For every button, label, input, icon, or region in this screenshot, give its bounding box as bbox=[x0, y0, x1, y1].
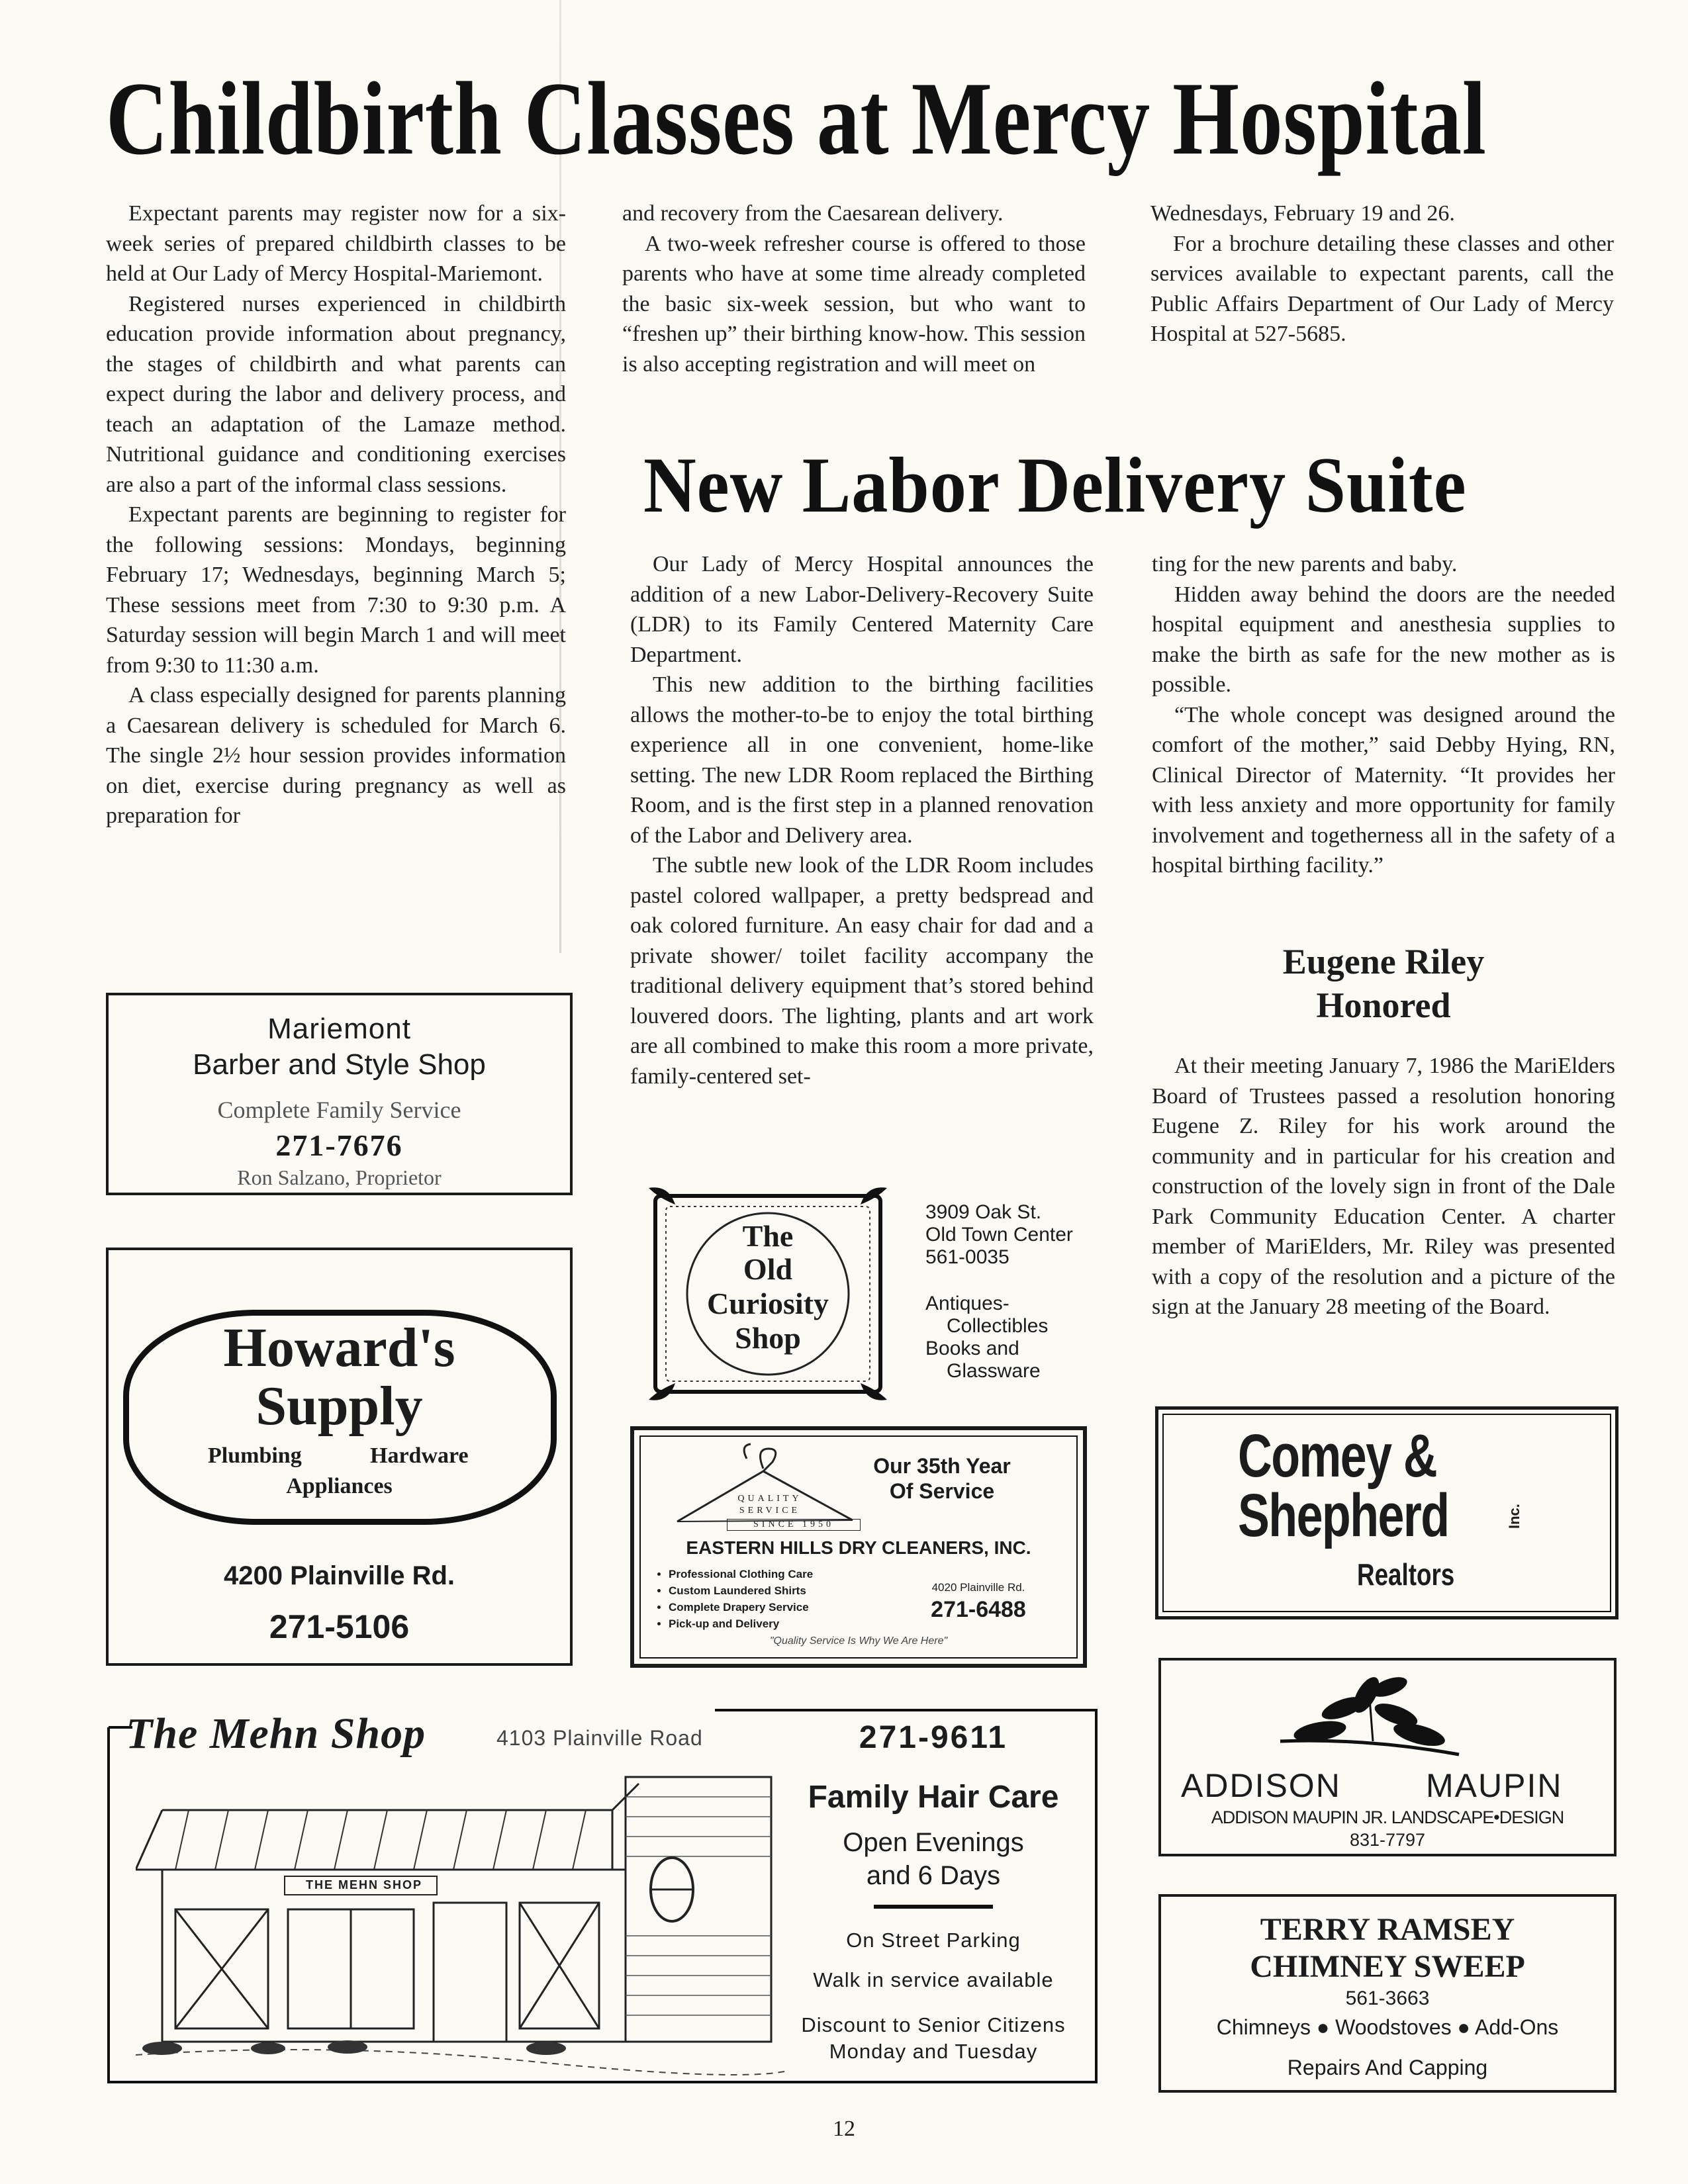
riley-headline bbox=[1152, 940, 1615, 1027]
barber-service: Complete Family Service bbox=[217, 1097, 461, 1123]
barber-name-line1: Mariemont bbox=[267, 1013, 411, 1045]
ramsey-services: Chimneys ● Woodstoves ● Add-Ons bbox=[1216, 2015, 1559, 2039]
addison-name-left: ADDISON bbox=[1181, 1767, 1341, 1804]
curiosity-logo-line2: Old bbox=[743, 1252, 793, 1286]
barber-owner: Ron Salzano, Proprietor bbox=[237, 1165, 442, 1189]
howards-cat-appliances: Appliances bbox=[286, 1474, 393, 1498]
eastern-phone: 271-6488 bbox=[931, 1597, 1026, 1622]
addison-phone: 831-7797 bbox=[1349, 1830, 1426, 1850]
ad-mariemont-barber bbox=[106, 993, 573, 1195]
mehn-parking: On Street Parking bbox=[846, 1929, 1021, 1952]
curiosity-address-block bbox=[925, 1201, 1073, 1269]
curiosity-phone: 561-0035 bbox=[925, 1246, 1009, 1268]
ramsey-phone: 561-3663 bbox=[1345, 1987, 1430, 2009]
curiosity-item: Collectibles bbox=[947, 1315, 1049, 1337]
curiosity-item: Books and bbox=[925, 1338, 1019, 1359]
paragraph: The subtle new look of the LDR Room includes pastel colored wallpaper, a pretty bedspread and oak colored furniture. An easy chair for dad and a private shower/ toilet facility accompany the traditional delivery equipment that’s stored behind louvered doors. The lighting, plants and art work are all combined to make this room a more private, family-centered set- bbox=[630, 853, 1094, 1089]
howards-name-line1: Howard's bbox=[223, 1317, 455, 1379]
comey-name-line1: Comey & bbox=[1238, 1422, 1437, 1490]
paragraph: Registered nurses experienced in childbirth education provide information about pregnancy, the stages of childbirth and what parents can expect during the labor and delivery process, and teach an adaptation of the Lamaze method. Nutritional guidance and conditioning exercises are also a part of the informal class sessions. bbox=[106, 291, 566, 497]
leaf-branch-icon bbox=[1260, 1668, 1479, 1774]
ad-terry-ramsey bbox=[1158, 1894, 1617, 2093]
howards-cat-plumbing: Plumbing bbox=[208, 1443, 302, 1468]
headline-childbirth-classes: Childbirth Classes at Mercy Hospital bbox=[106, 61, 1487, 177]
ad-comey-shepherd bbox=[1155, 1406, 1618, 1619]
ad-eastern-hills-dry-cleaners bbox=[630, 1426, 1087, 1668]
paragraph: Hidden away behind the doors are the needed hospital equipment and anesthesia supplies to make the birth as safe for the new mother as is possible. bbox=[1152, 582, 1615, 697]
curiosity-address: 3909 Oak St. bbox=[925, 1201, 1042, 1223]
barber-phone: 271-7676 bbox=[275, 1128, 403, 1162]
eastern-year-line1: Our 35th Year bbox=[873, 1454, 1011, 1478]
eastern-service: • Complete Drapery Service bbox=[669, 1599, 813, 1615]
eastern-emblem-line2: SERVICE bbox=[739, 1506, 801, 1516]
paragraph: Expectant parents are beginning to register for the following sessions: Mondays, beginning February 17; Wednesdays, beginning March 5; These sessions meet from 7:30 to 9:30 p.m. A Saturday session will begin March 1 and will meet from 9:30 to 11:30 a.m. bbox=[106, 502, 566, 678]
eastern-service: • Professional Clothing Care bbox=[669, 1566, 813, 1582]
curiosity-center: Old Town Center bbox=[925, 1224, 1073, 1246]
comey-inc: Inc. bbox=[1506, 1504, 1523, 1529]
ad-old-curiosity-shop bbox=[635, 1181, 1079, 1406]
addison-subtitle: ADDISON MAUPIN JR. LANDSCAPE•DESIGN bbox=[1211, 1807, 1564, 1827]
childbirth-column-2 bbox=[622, 199, 1086, 379]
curiosity-item: Glassware bbox=[947, 1360, 1041, 1382]
eastern-service: • Pick-up and Delivery bbox=[669, 1615, 813, 1632]
mehn-discount-line2: Monday and Tuesday bbox=[829, 2040, 1038, 2063]
howards-address: 4200 Plainville Rd. bbox=[223, 1561, 455, 1590]
eastern-services-list bbox=[657, 1566, 813, 1632]
mehn-address: 4103 Plainville Road bbox=[496, 1726, 703, 1750]
ramsey-extra: Repairs And Capping bbox=[1287, 2056, 1488, 2079]
mehn-phone: 271-9611 bbox=[859, 1720, 1008, 1755]
ad-howards-supply bbox=[106, 1248, 573, 1666]
paragraph: A class especially designed for parents planning a Caesarean delivery is scheduled for March 6. The single 2½ hour session provides information on diet, exercise during pregnancy as well as preparation for bbox=[106, 683, 566, 828]
shop-building-illustration bbox=[136, 1770, 791, 2081]
eastern-emblem-line3: SINCE 1950 bbox=[727, 1519, 861, 1531]
curiosity-logo-line1: The bbox=[742, 1219, 794, 1253]
curiosity-item: Antiques- bbox=[925, 1293, 1009, 1314]
headline-new-labor-delivery-suite: New Labor Delivery Suite bbox=[643, 441, 1467, 529]
mehn-service: Family Hair Care bbox=[808, 1780, 1059, 1815]
paragraph: and recovery from the Caesarean delivery. bbox=[622, 201, 1004, 226]
curiosity-items-block bbox=[925, 1293, 1048, 1383]
riley-headline-line2: Honored bbox=[1316, 985, 1451, 1025]
riley-headline-line1: Eugene Riley bbox=[1282, 942, 1485, 981]
paragraph: A two-week refresher course is offered to those parents who have at some time already completed the basic six-week session, but who want to “freshen up” their birthing know-how. This session is also accepting registration and will meet on bbox=[622, 231, 1086, 377]
mehn-divider bbox=[874, 1905, 993, 1909]
page-number: 12 bbox=[833, 2116, 855, 2141]
ldr-column-2 bbox=[1152, 549, 1615, 881]
paragraph: Wednesdays, February 19 and 26. bbox=[1150, 201, 1455, 226]
eastern-year-line2: Of Service bbox=[889, 1479, 995, 1503]
mehn-name: The Mehn Shop bbox=[126, 1709, 426, 1758]
paragraph: ting for the new parents and baby. bbox=[1152, 552, 1458, 576]
barber-name-line2: Barber and Style Shop bbox=[193, 1048, 486, 1081]
childbirth-column-1 bbox=[106, 199, 566, 831]
riley-body bbox=[1152, 1051, 1615, 1322]
addison-name-right: MAUPIN bbox=[1426, 1767, 1563, 1804]
eastern-name: EASTERN HILLS DRY CLEANERS, INC. bbox=[686, 1537, 1031, 1558]
paragraph: “The whole concept was designed around the comfort of the mother,” said Debby Hying, RN, Clinical Director of Maternity. “It provides her with less anxiety and more opportunity for family involvement and togetherness all in the safety of a hospital birthing facility.” bbox=[1152, 702, 1615, 878]
mehn-hours-line1: Open Evenings bbox=[843, 1828, 1024, 1857]
paragraph: Our Lady of Mercy Hospital announces the addition of a new Labor-Delivery-Recovery Suite (LDR) to its Family Centered Maternity Care Department. bbox=[630, 552, 1094, 667]
paragraph: For a brochure detailing these classes and other services available to expectant parents, call the Public Affairs Department of Our Lady of Mercy Hospital at 527-5685. bbox=[1150, 231, 1614, 346]
childbirth-column-3 bbox=[1150, 199, 1614, 349]
howards-name-line2: Supply bbox=[256, 1375, 423, 1437]
ad-addison-maupin bbox=[1158, 1658, 1617, 1856]
mehn-sign: THE MEHN SHOP bbox=[305, 1878, 422, 1891]
ldr-column-1 bbox=[630, 549, 1094, 1091]
ad-mehn-shop bbox=[106, 1707, 1099, 2085]
eastern-service: • Custom Laundered Shirts bbox=[669, 1582, 813, 1599]
howards-phone: 271-5106 bbox=[269, 1608, 410, 1645]
comey-name-line2: Shepherd bbox=[1238, 1482, 1449, 1549]
curiosity-logo-line4: Shop bbox=[735, 1321, 801, 1355]
howards-cat-hardware: Hardware bbox=[370, 1443, 469, 1468]
curiosity-logo-line3: Curiosity bbox=[707, 1287, 829, 1320]
eastern-tagline: "Quality Service Is Why We Are Here" bbox=[769, 1635, 948, 1647]
paragraph: Expectant parents may register now for a six-week series of prepared childbirth classes to be held at Our Lady of Mercy Hospital-Mariemont. bbox=[106, 201, 566, 286]
eastern-address: 4020 Plainville Rd. bbox=[931, 1581, 1025, 1594]
mehn-walkin: Walk in service available bbox=[813, 1968, 1054, 1991]
mehn-discount-line1: Discount to Senior Citizens bbox=[801, 2013, 1066, 2036]
ramsey-line1: TERRY RAMSEY bbox=[1260, 1912, 1515, 1947]
paragraph: At their meeting January 7, 1986 the MariElders Board of Trustees passed a resolution honoring Eugene Z. Riley for his work around the community and in particular for his creation and construction of the lovely sign in front of the Dale Park Community Education Center. A charter member of MariElders, Mr. Riley was presented with a copy of the resolution and a picture of the sign at the January 28 meeting of the Board. bbox=[1152, 1054, 1615, 1319]
comey-realtors: Realtors bbox=[1357, 1557, 1455, 1592]
paragraph: This new addition to the birthing facilities allows the mother-to-be to enjoy the total birthing experience all in one convenient, home-like setting. The new LDR Room replaced the Birthing Room, and is the first step in a planned renovation of the Labor and Delivery area. bbox=[630, 672, 1094, 848]
eastern-emblem-line1: QUALITY bbox=[737, 1494, 802, 1504]
ramsey-line2: CHIMNEY SWEEP bbox=[1250, 1949, 1525, 1984]
mehn-hours-line2: and 6 Days bbox=[866, 1861, 1001, 1890]
